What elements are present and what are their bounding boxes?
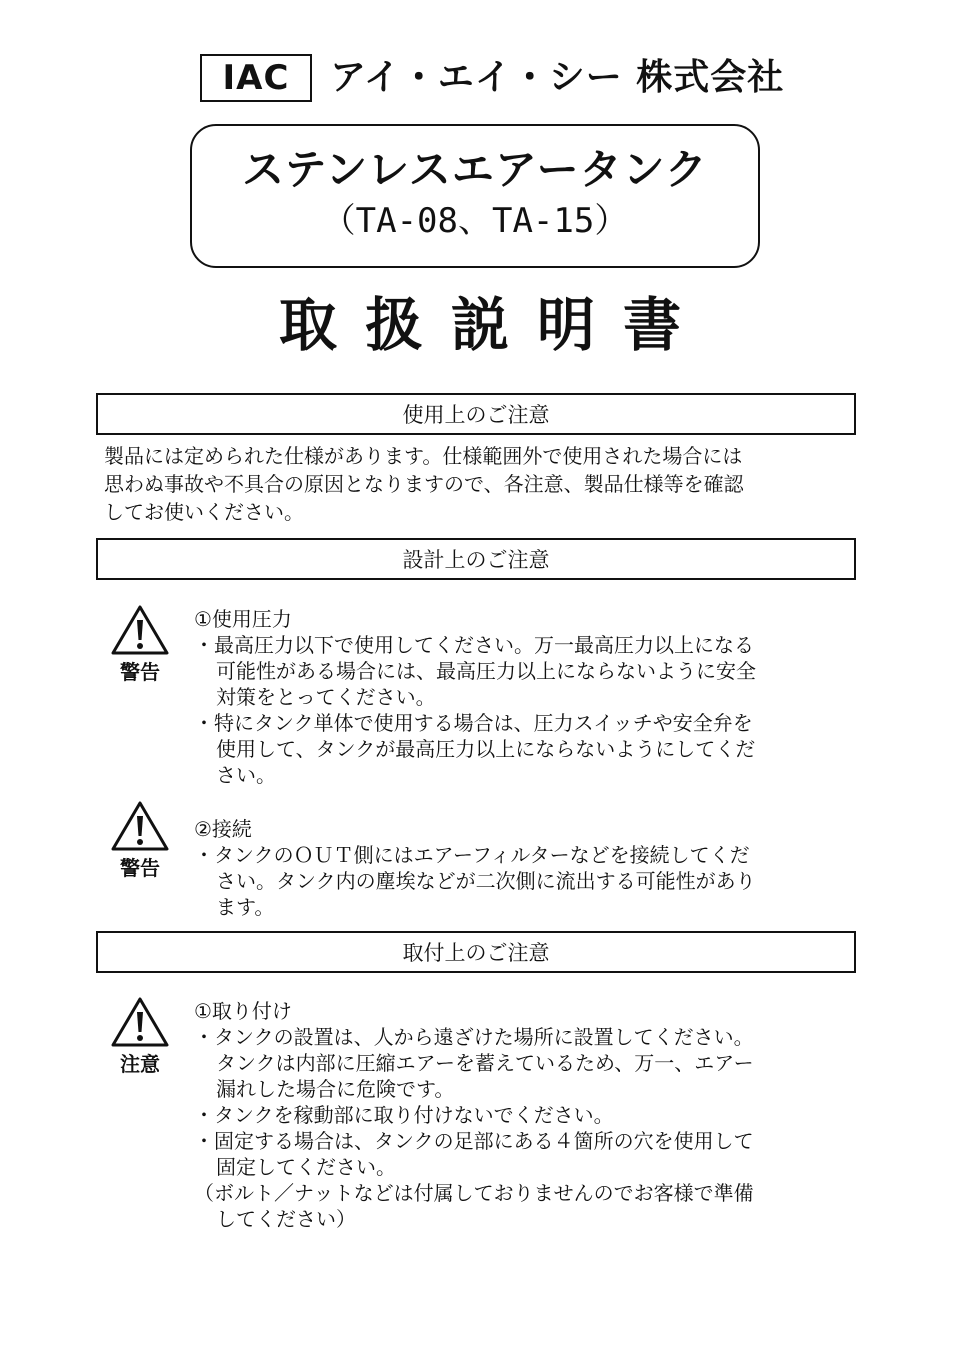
logo-text: IAC [222, 58, 290, 98]
warning-label: 警告 [120, 660, 160, 684]
bullet-cont: 可能性がある場合には、最高圧力以上にならないように安全 [216, 659, 756, 683]
bullet-cont: さい。 [216, 763, 276, 787]
warning-label: 警告 [120, 856, 160, 880]
warning-triangle-icon [110, 604, 170, 656]
bullet-line: ・最高圧力以下で使用してください。万一最高圧力以上になる [194, 633, 754, 657]
company-name: アイ・エイ・シー 株式会社 [330, 57, 785, 98]
bullet-cont: 対策をとってください。 [216, 685, 436, 709]
warning-triangle-icon [110, 996, 170, 1048]
intro-line: してお使いください。 [104, 500, 304, 524]
section-heading-install [96, 931, 856, 973]
item-title: ②接続 [194, 817, 252, 841]
bullet-line: ・特にタンク単体で使用する場合は、圧力スイッチや安全弁を [194, 711, 753, 735]
design-item-connection [194, 816, 814, 920]
caution-sign [109, 996, 171, 1076]
note-cont: してください） [216, 1207, 356, 1231]
bullet-cont: 使用して、タンクが最高圧力以上にならないようにしてくだ [216, 737, 756, 761]
intro-line: 製品には定められた仕様があります。仕様範囲外で使用された場合には [104, 444, 743, 468]
section-heading-design-text: 設計上のご注意 [402, 548, 550, 572]
section-heading-install-text: 取付上のご注意 [402, 941, 550, 965]
company-logo [200, 54, 312, 102]
document-type: 取扱説明書 [278, 291, 709, 359]
design-item-pressure [194, 606, 814, 788]
intro-line: 思わぬ事故や不具合の原因となりますので、各注意、製品仕様等を確認 [104, 472, 744, 496]
note-line: （ボルト／ナットなどは付属しておりませんのでお客様で準備 [194, 1181, 754, 1205]
warning-sign [109, 800, 171, 880]
bullet-cont: タンクは内部に圧縮エアーを蓄えているため、万一、エアー [216, 1051, 754, 1075]
install-item-mounting [194, 998, 814, 1232]
warning-triangle-icon [110, 800, 170, 852]
bullet-cont: 固定してください。 [216, 1155, 396, 1179]
bullet-cont: ます。 [216, 895, 275, 919]
bullet-cont: 漏れした場合に危険です。 [216, 1077, 455, 1101]
bullet-line: ・タンクのＯＵＴ側にはエアーフィルターなどを接続してくだ [194, 843, 750, 867]
section-heading-design [96, 538, 856, 580]
product-models: （TA-08、TA-15） [321, 201, 629, 241]
product-title: ステンレスエアータンク [242, 145, 708, 194]
usage-intro [104, 442, 864, 526]
item-title: ①使用圧力 [194, 607, 292, 631]
bullet-line: ・タンクを稼動部に取り付けないでください。 [194, 1103, 614, 1127]
bullet-line: ・固定する場合は、タンクの足部にある４箇所の穴を使用して [194, 1129, 754, 1153]
section-heading-usage-text: 使用上のご注意 [402, 403, 550, 427]
bullet-cont: さい。タンク内の塵埃などが二次側に流出する可能性があり [216, 869, 756, 893]
bullet-line: ・タンクの設置は、人から遠ざけた場所に設置してください。 [194, 1025, 754, 1049]
title-box [190, 124, 760, 268]
section-heading-usage [96, 393, 856, 435]
warning-sign [109, 604, 171, 684]
caution-label: 注意 [120, 1052, 160, 1076]
item-title: ①取り付け [194, 999, 292, 1023]
